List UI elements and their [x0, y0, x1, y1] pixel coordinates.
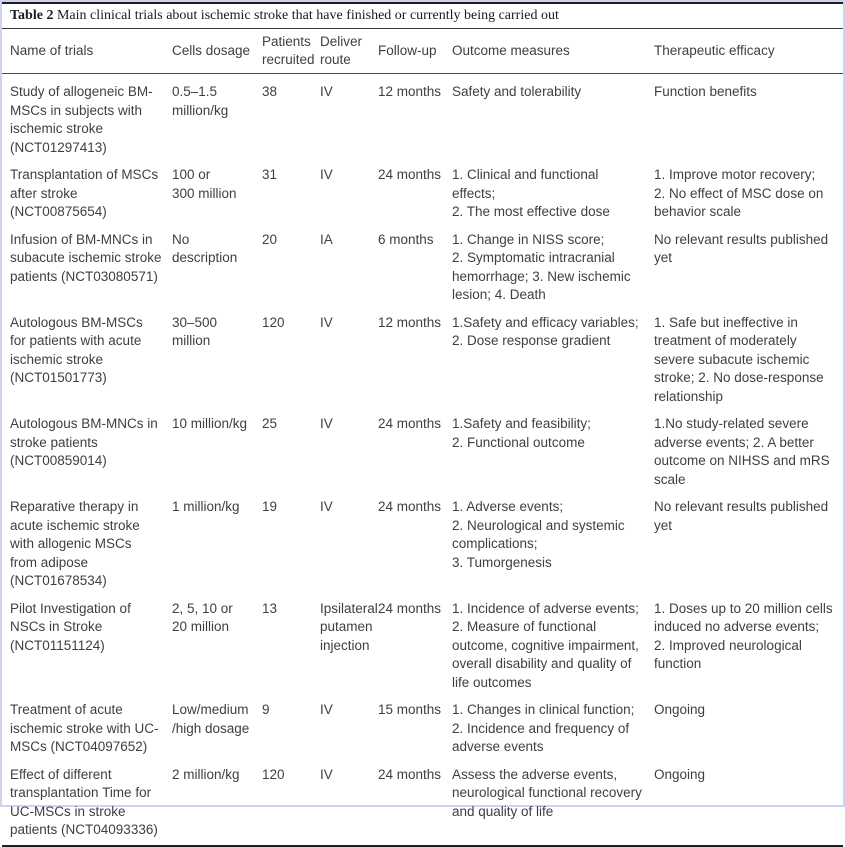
cell-cells-dosage: Low/medium /high dosage: [172, 702, 250, 736]
cell-follow-up: 24 months: [378, 600, 442, 616]
cell-trial-name: Infusion of BM-MNCs in subacute ischemic stroke patients (NCT03080571): [10, 231, 162, 284]
cell-outcome-measures: Assess the adverse events, neurological functional recovery and quality of life: [452, 766, 642, 819]
cell-therapeutic-efficacy: 1. Improve motor recovery; 2. No effect of MSC dose on behavior scale: [654, 167, 824, 219]
table-caption: [2, 2, 843, 28]
cell-therapeutic-efficacy: 1. Safe but ineffective in treatment of moderately severe subacute ischemic stroke; 2. No dose-response relationship: [654, 314, 824, 404]
cell-outcome-measures: 1. Change in NISS score; 2. Symptomatic intracranial hemorrhage; 3. New ischemic lesion; 4. Death: [452, 231, 631, 302]
table-row: [2, 757, 843, 846]
cell-outcome-measures: Safety and tolerability: [452, 84, 582, 99]
cell-patients-recruited: 120: [262, 314, 285, 330]
cell-cells-dosage: 2 million/kg: [172, 766, 240, 782]
column-header-deliver-route: Deliver route: [320, 29, 378, 74]
cell-deliver-route: IV: [320, 499, 333, 514]
table-row: [2, 305, 843, 407]
cell-follow-up: 12 months: [378, 314, 442, 330]
cell-follow-up: 24 months: [378, 167, 442, 182]
cell-cells-dosage: 1 million/kg: [172, 499, 240, 514]
cell-patients-recruited: 25: [262, 416, 278, 431]
cell-cells-dosage: 30–500 million: [172, 314, 218, 348]
cell-therapeutic-efficacy: 1. Doses up to 20 million cells induced no adverse events; 2. Improved neurological function: [654, 600, 833, 671]
cell-outcome-measures: 1. Adverse events; 2. Neurological and systemic complications; 3. Tumorgenesis: [452, 499, 625, 570]
cell-deliver-route: IV: [320, 416, 333, 431]
cell-trial-name: Autologous BM-MNCs in stroke patients (NCT00859014): [10, 416, 158, 468]
cell-therapeutic-efficacy: 1.No study-related severe adverse events; 2. A better outcome on NIHSS and mRS scale: [654, 416, 830, 487]
cell-therapeutic-efficacy: Ongoing: [654, 702, 706, 717]
table-row: [2, 591, 843, 693]
cell-trial-name: Study of allogeneic BM-MSCs in subjects with ischemic stroke (NCT01297413): [10, 84, 153, 155]
cell-outcome-measures: 1. Incidence of adverse events; 2. Measure of functional outcome, cognitive impairment, overall disability and quality of life outcomes: [452, 600, 639, 690]
table-row: [2, 222, 843, 305]
cell-deliver-route: IV: [320, 84, 333, 99]
table-body: [2, 74, 843, 846]
cell-deliver-route: IV: [320, 314, 333, 330]
cell-outcome-measures: 1. Changes in clinical function; 2. Incidence and frequency of adverse events: [452, 702, 635, 754]
table-row: [2, 692, 843, 757]
cell-cells-dosage: 0.5–1.5 million/kg: [172, 84, 229, 118]
cell-cells-dosage: 100 or 300 million: [172, 167, 237, 201]
cell-trial-name: Pilot Investigation of NSCs in Stroke (NCT01151124): [10, 600, 131, 653]
cell-follow-up: 12 months: [378, 84, 442, 99]
cell-cells-dosage: No description: [172, 231, 238, 265]
cell-outcome-measures: 1.Safety and feasibility; 2. Functional outcome: [452, 416, 591, 450]
cell-cells-dosage: 10 million/kg: [172, 416, 248, 431]
cell-therapeutic-efficacy: No relevant results published yet: [654, 499, 829, 533]
cell-trial-name: Autologous BM-MSCs for patients with acute ischemic stroke (NCT01501773): [10, 314, 143, 385]
cell-follow-up: 6 months: [378, 231, 434, 247]
table-row: [2, 74, 843, 158]
cell-patients-recruited: 9: [262, 702, 270, 717]
cell-patients-recruited: 38: [262, 84, 278, 99]
cell-deliver-route: IV: [320, 167, 333, 182]
cell-cells-dosage: 2, 5, 10 or 20 million: [172, 600, 233, 634]
cell-deliver-route: IV: [320, 702, 333, 717]
clinical-trials-table: [2, 28, 843, 847]
column-header-name-of-trials: Name of trials: [2, 29, 172, 74]
cell-patients-recruited: 19: [262, 499, 278, 514]
table-caption-label: Table 2: [10, 8, 54, 23]
cell-therapeutic-efficacy: Function benefits: [654, 84, 757, 99]
table-row: [2, 157, 843, 222]
cell-patients-recruited: 120: [262, 766, 285, 782]
column-header-therapeutic-efficacy: Therapeutic efficacy: [654, 29, 843, 74]
column-header-outcome-measures: Outcome measures: [452, 29, 654, 74]
cell-follow-up: 24 months: [378, 766, 442, 782]
cell-deliver-route: IV: [320, 766, 333, 782]
cell-therapeutic-efficacy: Ongoing: [654, 766, 706, 782]
cell-trial-name: Reparative therapy in acute ischemic stroke with allogenic MSCs from adipose (NCT01678534): [10, 499, 140, 588]
cell-follow-up: 24 months: [378, 416, 442, 431]
column-header-follow-up: Follow-up: [378, 29, 452, 74]
cell-trial-name: Effect of different transplantation Time for UC-MSCs in stroke patients (NCT04093336): [10, 766, 158, 837]
table-caption-text: Main clinical trials about ischemic stroke that have finished or currently being carried out: [53, 8, 559, 23]
cell-patients-recruited: 13: [262, 600, 278, 616]
cell-outcome-measures: 1.Safety and efficacy variables; 2. Dose response gradient: [452, 314, 639, 348]
column-header-cells-dosage: Cells dosage: [172, 29, 262, 74]
cell-outcome-measures: 1. Clinical and functional effects; 2. The most effective dose: [452, 167, 610, 219]
cell-trial-name: Transplantation of MSCs after stroke (NCT00875654): [10, 167, 159, 219]
cell-deliver-route: Ipsilateral putamen injection: [320, 600, 378, 653]
cell-patients-recruited: 20: [262, 231, 278, 247]
cell-follow-up: 24 months: [378, 499, 442, 514]
table-row: [2, 489, 843, 591]
cell-therapeutic-efficacy: No relevant results published yet: [654, 231, 829, 265]
cell-trial-name: Treatment of acute ischemic stroke with UC-MSCs (NCT04097652): [10, 702, 159, 754]
table-header: [2, 29, 843, 74]
table-header-row: [2, 29, 843, 74]
cell-deliver-route: IA: [320, 231, 333, 247]
cell-follow-up: 15 months: [378, 702, 442, 717]
column-header-patients-recruited: Patients recruited: [262, 29, 320, 74]
table-row: [2, 406, 843, 489]
cell-patients-recruited: 31: [262, 167, 278, 182]
